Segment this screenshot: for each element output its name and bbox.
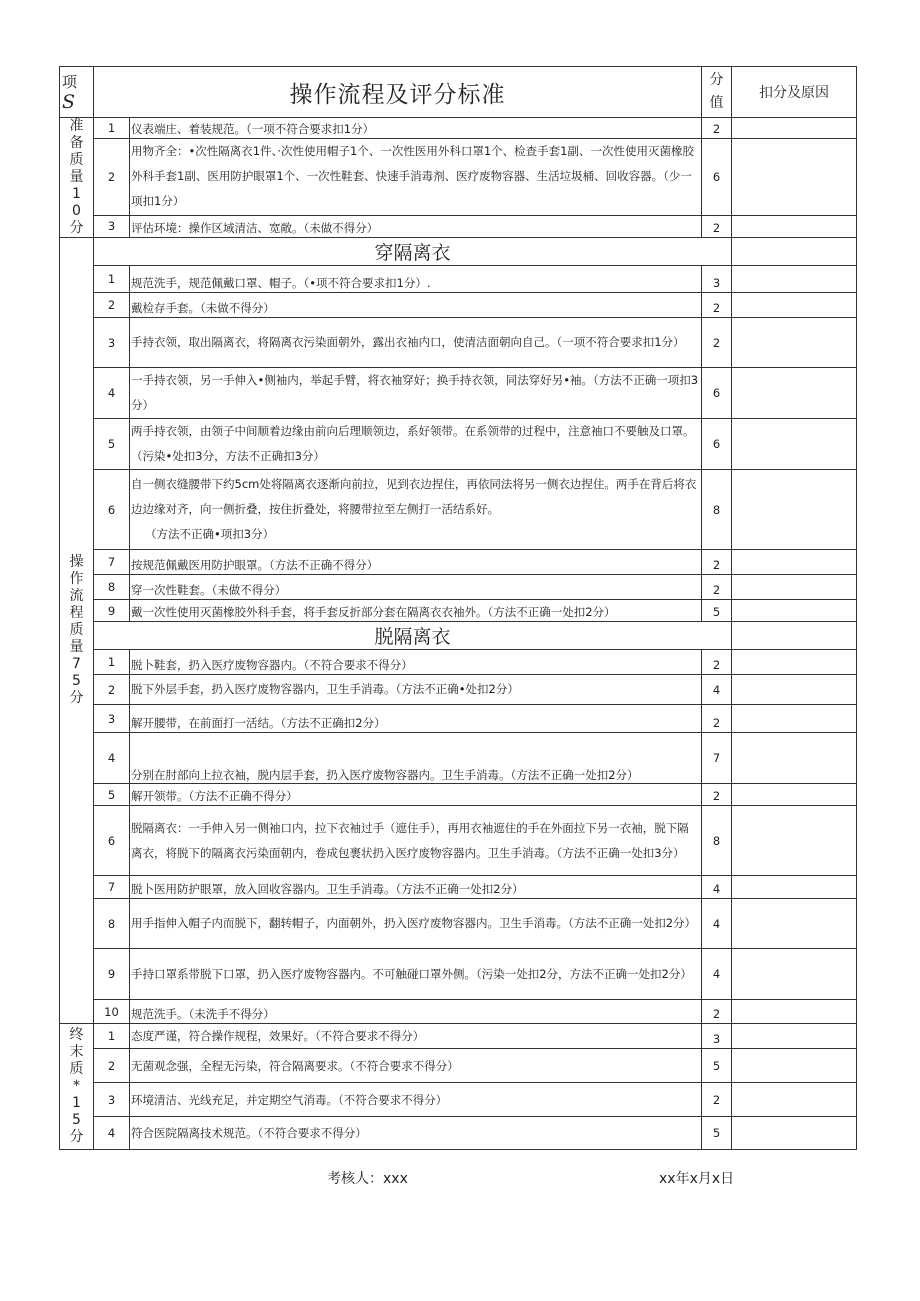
section-title-row bbox=[60, 238, 857, 266]
item-score: 4 bbox=[702, 876, 732, 899]
header-deduction: 扣分及原因 bbox=[732, 67, 857, 118]
category-cell bbox=[60, 238, 94, 1024]
item-number: 3 bbox=[94, 318, 130, 368]
item-score: 2 bbox=[702, 215, 732, 237]
item-score: 3 bbox=[702, 1024, 732, 1049]
deduction-cell[interactable] bbox=[732, 876, 857, 899]
item-score: 2 bbox=[702, 293, 732, 318]
item-number: 5 bbox=[94, 419, 130, 470]
item-text: 一手持衣领，另一手伸入•侧袖内，举起手臂，将衣袖穿好；换手持衣领，同法穿好另•袖。（方法不正确一项扣3分） bbox=[130, 368, 702, 419]
item-score: 2 bbox=[702, 318, 732, 368]
page-title: 操作流程及评分标准 bbox=[94, 67, 702, 118]
deduction-cell[interactable] bbox=[732, 622, 857, 650]
item-text: 按规范佩戴医用防护眼罩。（方法不正确不得分） bbox=[130, 550, 702, 575]
item-number: 9 bbox=[94, 600, 130, 622]
item-score: 4 bbox=[702, 949, 732, 1000]
item-score: 4 bbox=[702, 675, 732, 705]
scoring-sheet-table bbox=[59, 66, 857, 1150]
deduction-cell[interactable] bbox=[732, 1083, 857, 1117]
item-number: 3 bbox=[94, 1083, 130, 1117]
item-text: 规范洗手，规范佩戴口罩、帽子。（•项不符合要求扣1分）. bbox=[130, 266, 702, 293]
item-score: 5 bbox=[702, 600, 732, 622]
item-score: 4 bbox=[702, 899, 732, 949]
item-score: 2 bbox=[702, 1083, 732, 1117]
table-row bbox=[60, 318, 857, 368]
item-number: 6 bbox=[94, 470, 130, 550]
item-number: 1 bbox=[94, 650, 130, 675]
item-text: 环境清洁、光线充足，并定期空气消毒。（不符合要求不得分） bbox=[130, 1083, 702, 1117]
header-row bbox=[60, 67, 857, 118]
deduction-cell[interactable] bbox=[732, 705, 857, 733]
deduction-cell[interactable] bbox=[732, 266, 857, 293]
item-text: 用手指伸入帽子内而脱下，翻转帽子，内面朝外，扔入医疗废物容器内。卫生手消毒。（方法不正确一处扣2分） bbox=[130, 899, 702, 949]
item-text: 戴检存手套。（未做不得分） bbox=[130, 293, 702, 318]
deduction-cell[interactable] bbox=[732, 575, 857, 600]
item-number: 1 bbox=[94, 266, 130, 293]
table-row bbox=[60, 470, 857, 550]
item-score: 8 bbox=[702, 470, 732, 550]
deduction-cell[interactable] bbox=[732, 470, 857, 550]
table-row bbox=[60, 675, 857, 705]
header-score-cell bbox=[702, 67, 732, 118]
item-text: 用物齐全：•次性隔离衣1件、·次性使用帽子1个、一次性医用外科口罩1个、检查手套1副、一次性使用灭菌橡胶外科手套1副、医用防护眼罩1个、一次性鞋套、快速手消毒剂、医疗废物容器、生活垃圾桶、回收容器。（少一项扣1分） bbox=[130, 139, 702, 216]
section-title: 穿隔离衣 bbox=[94, 238, 732, 266]
item-text: 解开腰带，在前面打一活结。（方法不正确扣2分） bbox=[130, 705, 702, 733]
table-row bbox=[60, 139, 857, 216]
category-label: 操作流程质量75分 bbox=[69, 554, 84, 706]
header-item-cell bbox=[60, 67, 94, 118]
section-title-row bbox=[60, 622, 857, 650]
table-row bbox=[60, 949, 857, 1000]
table-row bbox=[60, 600, 857, 622]
item-text: 自一侧衣缝腰带下约5cm处将隔离衣逐渐向前拉，见到衣边捏住，再依同法将另一侧衣边捏住。两手在背后将衣边边缘对齐，向一侧折叠，按住折叠处，将腰带拉至左侧打一活结系好。 （方法不正确•项扣3分） bbox=[130, 470, 702, 550]
item-number: 6 bbox=[94, 806, 130, 876]
item-text: 穿一次性鞋套。（未做不得分） bbox=[130, 575, 702, 600]
item-number: 9 bbox=[94, 949, 130, 1000]
item-text: 符合医院隔离技术规范。（不符合要求不得分） bbox=[130, 1117, 702, 1150]
item-score: 2 bbox=[702, 1000, 732, 1024]
table-row bbox=[60, 650, 857, 675]
item-score: 2 bbox=[702, 575, 732, 600]
item-number: 3 bbox=[94, 705, 130, 733]
item-text: 分别在肘部向上拉衣袖，脱内层手套，扔入医疗废物容器内。卫生手消毒。（方法不正确一处扣2分） bbox=[130, 733, 702, 784]
deduction-cell[interactable] bbox=[732, 419, 857, 470]
deduction-cell[interactable] bbox=[732, 118, 857, 139]
header-item-label: 项 bbox=[62, 73, 78, 91]
item-score: 8 bbox=[702, 806, 732, 876]
item-score: 2 bbox=[702, 784, 732, 806]
item-text: 脱卜医用防护眼罩，放入回收容器内。卫生手消毒。（方法不正确一处扣2分） bbox=[130, 876, 702, 899]
item-text: 脱下外层手套，扔入医疗废物容器内，卫生手消毒。（方法不正确•处扣2分） bbox=[130, 675, 702, 705]
item-score: 2 bbox=[702, 705, 732, 733]
deduction-cell[interactable] bbox=[732, 1024, 857, 1049]
item-score: 2 bbox=[702, 650, 732, 675]
item-score: 2 bbox=[702, 550, 732, 575]
table-row bbox=[60, 575, 857, 600]
item-number: 7 bbox=[94, 876, 130, 899]
deduction-cell[interactable] bbox=[732, 550, 857, 575]
deduction-cell[interactable] bbox=[732, 806, 857, 876]
item-text: 无菌观念强，全程无污染，符合隔离要求。（不符合要求不得分） bbox=[130, 1049, 702, 1083]
item-text-note: （方法不正确•项扣3分） bbox=[145, 527, 275, 541]
table-row bbox=[60, 293, 857, 318]
deduction-cell[interactable] bbox=[732, 1049, 857, 1083]
category-label: 准备质量10分 bbox=[69, 118, 84, 236]
table-row bbox=[60, 266, 857, 293]
item-number: 1 bbox=[94, 118, 130, 139]
item-number: 2 bbox=[94, 1049, 130, 1083]
item-number: 4 bbox=[94, 733, 130, 784]
deduction-cell[interactable] bbox=[732, 318, 857, 368]
deduction-cell[interactable] bbox=[732, 215, 857, 237]
item-number: 3 bbox=[94, 215, 130, 237]
item-score: 7 bbox=[702, 733, 732, 784]
table-row bbox=[60, 419, 857, 470]
deduction-cell[interactable] bbox=[732, 899, 857, 949]
item-score: 5 bbox=[702, 1049, 732, 1083]
item-text: 规范洗手。（未洗手不得分） bbox=[130, 1000, 702, 1024]
table-row bbox=[60, 1024, 857, 1049]
deduction-cell[interactable] bbox=[732, 600, 857, 622]
item-text: 仪表端庄、着装规范。（一项不符合要求扣1分） bbox=[130, 118, 702, 139]
table-row bbox=[60, 1083, 857, 1117]
deduction-cell[interactable] bbox=[732, 368, 857, 419]
category-cell bbox=[60, 118, 94, 238]
item-number: 2 bbox=[94, 293, 130, 318]
table-row bbox=[60, 899, 857, 949]
table-row bbox=[60, 368, 857, 419]
table-row bbox=[60, 550, 857, 575]
item-number: 5 bbox=[94, 784, 130, 806]
table-row bbox=[60, 215, 857, 237]
item-text: 态度严谨，符合操作规程，效果好。（不符合要求不得分） bbox=[130, 1024, 702, 1049]
item-number: 2 bbox=[94, 139, 130, 216]
item-score: 2 bbox=[702, 118, 732, 139]
category-label: 终末质*15分 bbox=[69, 1027, 84, 1145]
header-score-line1: 分 bbox=[709, 72, 724, 88]
item-number: 10 bbox=[94, 1000, 130, 1024]
item-score: 6 bbox=[702, 139, 732, 216]
item-text: 手持口罩系带脱下口罩，扔入医疗废物容器内。不可触碰口罩外侧。（污染一处扣2分，方法不正确一处扣2分） bbox=[130, 949, 702, 1000]
date-label: xx年x月x日 bbox=[659, 1171, 735, 1187]
table-row bbox=[60, 784, 857, 806]
table-row bbox=[60, 876, 857, 899]
table-row bbox=[60, 806, 857, 876]
item-text: 手持衣领，取出隔离衣，将隔离衣污染面朝外，露出衣袖内口，使清洁面朝向自己。（一项不符合要求扣1分） bbox=[130, 318, 702, 368]
item-number: 8 bbox=[94, 575, 130, 600]
section-title: 脱隔离衣 bbox=[94, 622, 732, 650]
item-score: 3 bbox=[702, 266, 732, 293]
deduction-cell[interactable] bbox=[732, 139, 857, 216]
category-cell bbox=[60, 1024, 94, 1150]
header-item-symbol: S bbox=[62, 91, 76, 113]
item-number: 1 bbox=[94, 1024, 130, 1049]
item-number: 2 bbox=[94, 675, 130, 705]
deduction-cell[interactable] bbox=[732, 238, 857, 266]
item-text: 评估环境：操作区域清洁、宽敞。（未做不得分） bbox=[130, 215, 702, 237]
table-row bbox=[60, 1049, 857, 1083]
item-score: 6 bbox=[702, 419, 732, 470]
item-number: 4 bbox=[94, 368, 130, 419]
item-number: 8 bbox=[94, 899, 130, 949]
item-text: 脱隔离衣：一手伸入另一侧袖口内，拉下衣袖过手（遮住手），再用衣袖遮住的手在外面拉下另一衣袖，脱下隔离衣，将脱下的隔离衣污染面朝内，卷成包裹状扔入医疗废物容器内。卫生手消毒。（方法不正确一处扣3分） bbox=[130, 806, 702, 876]
deduction-cell[interactable] bbox=[732, 733, 857, 784]
table-row bbox=[60, 1117, 857, 1150]
table-row bbox=[60, 705, 857, 733]
deduction-cell[interactable] bbox=[732, 650, 857, 675]
table-row bbox=[60, 733, 857, 784]
deduction-cell[interactable] bbox=[732, 293, 857, 318]
item-text: 两手持衣领，由领子中间顺着边缘由前向后理顺领边，系好领带。在系领带的过程中，注意袖口不要触及口罩。（污染•处扣3分，方法不正确扣3分） bbox=[130, 419, 702, 470]
item-number: 4 bbox=[94, 1117, 130, 1150]
item-score: 6 bbox=[702, 368, 732, 419]
deduction-cell[interactable] bbox=[732, 1000, 857, 1024]
examiner-label: 考核人：xxx bbox=[327, 1171, 408, 1187]
item-text: 解开领带。（方法不正确不得分） bbox=[130, 784, 702, 806]
deduction-cell[interactable] bbox=[732, 784, 857, 806]
deduction-cell[interactable] bbox=[732, 1117, 857, 1150]
deduction-cell[interactable] bbox=[732, 675, 857, 705]
item-number: 7 bbox=[94, 550, 130, 575]
table-row bbox=[60, 1000, 857, 1024]
item-text: 脱卜鞋套，扔入医疗废物容器内。（不符合要求不得分） bbox=[130, 650, 702, 675]
item-score: 5 bbox=[702, 1117, 732, 1150]
header-score-line2: 值 bbox=[709, 95, 724, 111]
item-text: 戴一次性使用灭菌橡胶外科手套，将手套反折部分套在隔离衣衣袖外。（方法不正确一处扣2分） bbox=[130, 600, 702, 622]
table-row bbox=[60, 118, 857, 139]
deduction-cell[interactable] bbox=[732, 949, 857, 1000]
